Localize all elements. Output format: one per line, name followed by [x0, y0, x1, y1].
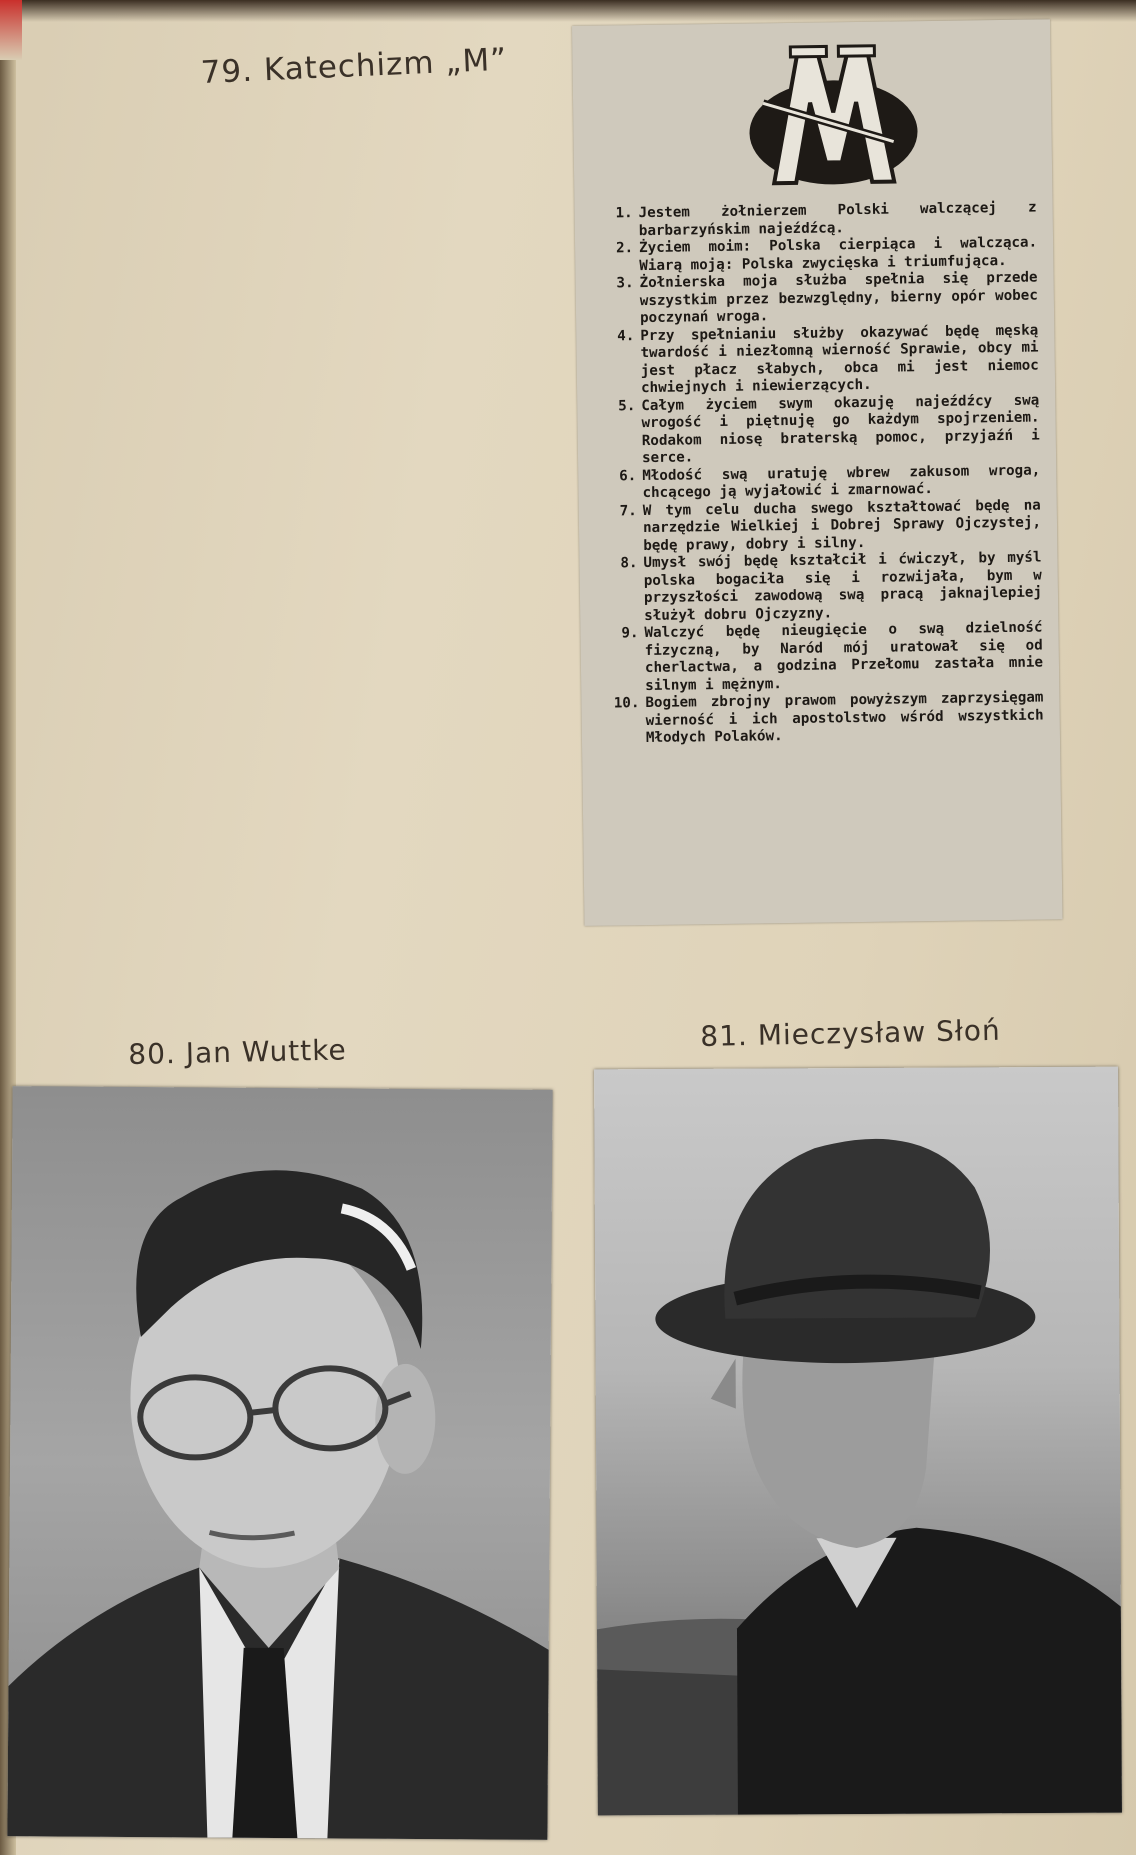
article-text: Walczyć będę nieugięcie o swą dzielność fizyczną, by Naród mój uratował się od cherlactwa, a godzina Przełomu zastała mnie silnym i mężnym.	[644, 619, 1044, 694]
article-text: Żołnierska moja służba spełnia się przede wszystkim przez bezwzględny, bierny opór wobec poczynań wroga.	[639, 269, 1038, 327]
article-number: 3.	[616, 275, 634, 292]
article-item	[602, 619, 1043, 695]
article-text: Umysł swój będę kształcił i ćwiczył, by myśl polska bogaciła się i rozwijała, bym w przyszłości zawodową swą pracą jaknajlepiej służył dobru Ojczyzny.	[643, 549, 1043, 624]
article-text: Całym życiem swym okazuję najeźdźcy swą wrogość i piętnuję go każdym spojrzeniem. Rodakom niosę braterską pomoc, przyjaźń i serce.	[641, 392, 1040, 467]
article-text: W tym celu ducha swego kształtować będę na narzędzie Wielkiej i Dobrej Sprawy Ojczystej, będę prawy, dobry i silny.	[642, 497, 1042, 554]
katechizm-document	[572, 19, 1063, 926]
article-number: 8.	[620, 555, 638, 572]
article-number: 7.	[619, 502, 637, 519]
article-number: 9.	[621, 625, 639, 642]
article-text: Przy spełnianiu służby okazywać będę męską twardość i niezłomną wierność Sprawie, obcy mi jest płacz słabych, obca mi jest niemoc chwiejnych i niewierzących.	[640, 322, 1039, 397]
article-item	[597, 270, 1038, 329]
article-item	[603, 689, 1044, 748]
caption-fig-80: 80. Jan Wuttke	[128, 1033, 347, 1071]
article-text: Młodość swą uratuję wbrew zakusom wroga, chcącego ją wyjałowić i zmarnować.	[642, 462, 1041, 502]
article-number: 1.	[615, 205, 633, 222]
articles-list	[597, 200, 1045, 749]
article-number: 5.	[618, 397, 636, 414]
caption-fig-81: 81. Mieczysław Słoń	[700, 1013, 1002, 1053]
article-item	[599, 392, 1040, 468]
page-top-shadow	[0, 0, 1136, 22]
article-number: 6.	[619, 467, 637, 484]
portrait-mieczyslaw-slon	[594, 1067, 1122, 1816]
caption-fig-79: 79. Katechizm „M”	[200, 41, 508, 91]
red-cover-corner	[0, 0, 22, 60]
article-text: Bogiem zbrojny prawom powyższym zaprzysięgam wierność i ich apostolstwo wśród wszystkich Młodych Polaków.	[645, 689, 1044, 747]
article-item	[601, 497, 1042, 556]
article-item	[601, 549, 1042, 625]
article-text: Jestem żołnierzem Polski walczącej z barbarzyńskim najeźdźcą.	[638, 199, 1037, 239]
article-text: Życiem moim: Polska cierpiąca i walcząca. Wiarą moją: Polska zwycięska i triumfująca.	[638, 234, 1038, 274]
article-number: 10.	[613, 695, 640, 712]
article-number: 4.	[617, 327, 635, 344]
article-number: 2.	[615, 240, 634, 257]
m-emblem	[742, 31, 924, 203]
portrait-jan-wuttke	[7, 1086, 552, 1840]
article-item	[598, 322, 1039, 398]
